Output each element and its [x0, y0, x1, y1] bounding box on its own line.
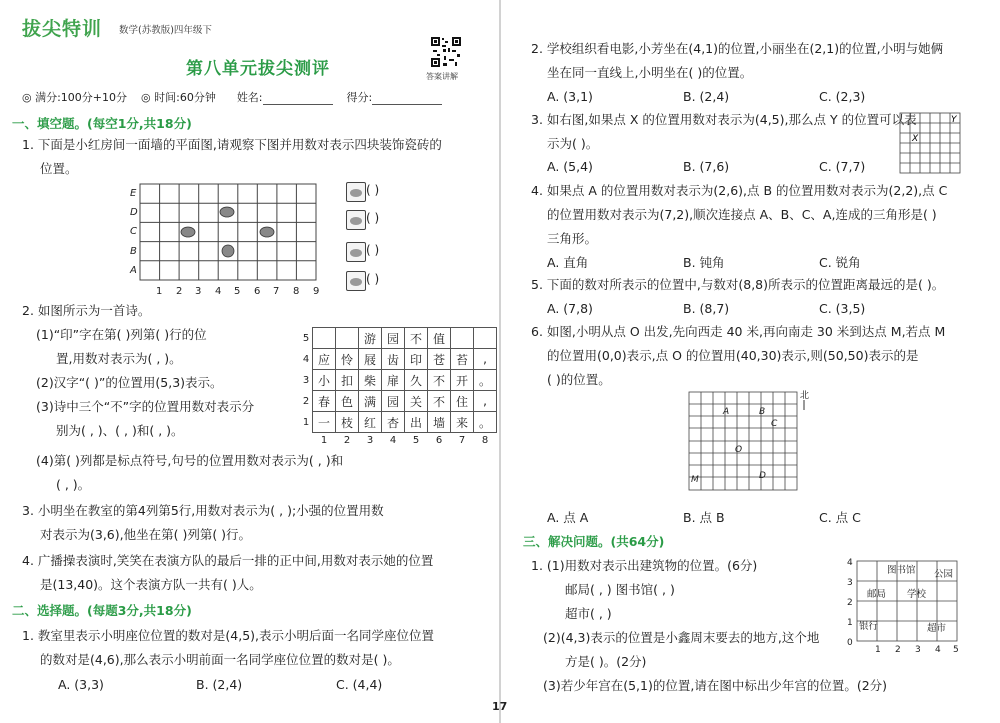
answer-blank[interactable]: ( )	[366, 272, 380, 286]
page-spine	[499, 0, 501, 723]
option-a[interactable]: A. (5,4)	[547, 159, 593, 174]
q3-text: 3. 如右图,如果点 X 的位置用数对表示为(4,5),那么点 Y 的位置可以表	[531, 112, 917, 127]
s3-q1-sub3: (3)若少年宫在(5,1)的位置,请在图中标出少年宫的位置。(2分)	[543, 678, 888, 693]
right-page	[503, 0, 1000, 723]
point-a-label: A	[723, 407, 730, 417]
page-number: 17	[492, 700, 508, 713]
option-a[interactable]: A. (7,8)	[547, 301, 593, 316]
q6-text: 6. 如图,小明从点 O 出发,先向西走 40 米,再向南走 30 米到达点 M,若点 M	[531, 324, 946, 339]
teapot-icon	[260, 227, 274, 237]
col-label: 2	[176, 286, 183, 297]
city-map-grid	[845, 555, 963, 653]
section-solve	[523, 532, 664, 550]
row-label: D	[130, 207, 138, 218]
row-label: C	[130, 226, 137, 237]
point-d-label: D	[759, 471, 766, 481]
svg-text:1: 1	[847, 618, 853, 628]
section-title: 三、解决问题。	[523, 534, 611, 549]
q4-text: 4. 如果点 A 的位置用数对表示为(2,6),点 B 的位置用数对表示为(2,2),点 C	[531, 183, 948, 198]
point-m-label: M	[691, 475, 699, 485]
page-title: 第八单元拔尖测评	[186, 59, 330, 79]
north-label: 北	[800, 391, 810, 401]
section-points: (每空1分,共18分)	[87, 116, 192, 131]
col-label: 7	[273, 286, 280, 297]
teapot-icon	[346, 182, 366, 202]
option-c[interactable]: C. 点 C	[819, 510, 861, 525]
s3-q1-blanks: 邮局( , ) 图书馆( , )	[565, 582, 675, 597]
option-c[interactable]: C. (3,5)	[819, 301, 866, 316]
q6-text-cont2: ( )的位置。	[547, 372, 611, 387]
option-b[interactable]: B. (8,7)	[683, 301, 730, 316]
answer-blank[interactable]: ( )	[366, 243, 380, 257]
option-c[interactable]: C. (4,4)	[336, 677, 383, 692]
score-field[interactable]	[372, 94, 442, 105]
svg-text:0: 0	[847, 638, 853, 648]
point-x-label: X	[912, 134, 919, 144]
row-label: E	[130, 188, 137, 199]
q2-sub1-cont: 置,用数对表示为( , )。	[56, 351, 182, 366]
q3-text: 3. 小明坐在教室的第4列第5行,用数对表示为( , );小强的位置用数	[22, 503, 384, 518]
school-label: 学校	[907, 589, 927, 600]
bank-label: 银行	[859, 621, 879, 632]
teapot-icon	[346, 271, 366, 291]
svg-text:3: 3	[847, 578, 853, 588]
col-label: 1	[156, 286, 163, 297]
answer-blank[interactable]: ( )	[366, 211, 380, 225]
q2-text: 2. 学校组织看电影,小芳坐在(4,1)的位置,小丽坐在(2,1)的位置,小明与她俩	[531, 41, 944, 56]
section-title: 一、填空题。	[12, 116, 88, 131]
name-field[interactable]	[263, 94, 333, 105]
s3-q1-blanks2: 超市( , )	[565, 606, 612, 621]
row-label: A	[130, 265, 137, 276]
q3-text-cont: 示为( )。	[547, 136, 599, 151]
q2-sub3: (3)诗中三个“不”字的位置用数对表示分	[36, 399, 255, 414]
s3-q1-sub2-cont: 方是( )。(2分)	[565, 654, 647, 669]
point-c-label: C	[771, 419, 778, 429]
brand-logo: 拔尖特训	[22, 18, 103, 40]
qr-code-icon[interactable]	[430, 36, 462, 68]
q2-sub1: (1)“印”字在第( )列第( )行的位	[36, 327, 207, 342]
option-c[interactable]: C. (2,3)	[819, 89, 866, 104]
option-b[interactable]: B. (2,4)	[683, 89, 730, 104]
q4-text-cont: 的位置用数对表示为(7,2),顺次连接点 A、B、C、A,连成的三角形是( )	[547, 207, 937, 222]
q5-text: 5. 下面的数对所表示的位置中,与数对(8,8)所表示的位置距离最远的是( )。	[531, 277, 945, 292]
score-label: 得分:	[346, 91, 373, 104]
option-c[interactable]: C. (7,7)	[819, 159, 866, 174]
option-a[interactable]: A. (3,3)	[58, 677, 104, 692]
q3-text-cont: 对表示为(3,6),他坐在第( )列第( )行。	[40, 527, 252, 542]
q4-text-cont: 是(13,40)。这个表演方队一共有( )人。	[40, 577, 262, 592]
exam-meta	[22, 89, 442, 105]
col-label: 8	[293, 286, 300, 297]
poem-grid: 5 游 园 不 值 4 应 怜 屐 齿 印 苍 苔 , 3 小 扣 柴 扉 久 不 开 。 2 春 色 满 园 关 不 住 , 1 一 枝 红 杏 出 墙 来 。 1 2 3 4 5 6 7 8	[300, 327, 497, 447]
section-fill-blank	[12, 114, 192, 132]
section-points: (每题3分,共18分)	[87, 603, 192, 618]
section-points: (共64分)	[610, 534, 665, 549]
point-b-label: B	[759, 407, 766, 417]
col-label: 3	[195, 286, 202, 297]
answer-blank[interactable]: ( )	[366, 183, 380, 197]
q1-text-cont: 位置。	[40, 161, 78, 176]
q2-sub3-cont: 别为( , )、( , )和( , )。	[56, 423, 184, 438]
qr-caption: 答案讲解	[426, 72, 458, 81]
teapot-icon	[222, 245, 234, 257]
option-a[interactable]: A. 点 A	[547, 510, 589, 525]
q4-text-cont2: 三角形。	[547, 231, 598, 246]
q2-sub4-cont: ( , )。	[56, 477, 91, 492]
subject-label: 数学(苏教版)四年级下	[119, 25, 212, 36]
col-label: 4	[215, 286, 222, 297]
section-title: 二、选择题。	[12, 603, 88, 618]
q2-sub2: (2)汉字“( )”的位置用(5,3)表示。	[36, 375, 223, 390]
svg-text:2: 2	[847, 598, 853, 608]
s3-q1-text: 1. (1)用数对表示出建筑物的位置。(6分)	[531, 558, 758, 573]
option-a[interactable]: A. 直角	[547, 255, 589, 270]
svg-text:3: 3	[915, 645, 921, 653]
teapot-icon	[220, 207, 234, 217]
option-b[interactable]: B. 点 B	[683, 510, 725, 525]
q6-text-cont: 的位置用(0,0)表示,点 O 的位置用(40,30)表示,则(50,50)表示的是	[547, 348, 919, 363]
svg-text:4: 4	[847, 558, 853, 568]
col-label: 6	[254, 286, 261, 297]
name-label: 姓名:	[236, 91, 263, 104]
teapot-icon	[181, 227, 195, 237]
teapot-icon	[346, 210, 366, 230]
row-label: B	[130, 246, 137, 257]
col-label: 5	[234, 286, 241, 297]
svg-text:5: 5	[953, 645, 959, 653]
q1-text: 1. 下面是小红房间一面墙的平面图,请观察下图并用数对表示四块装饰瓷砖的	[22, 137, 442, 152]
left-page	[0, 0, 497, 723]
q2-sub4: (4)第( )列都是标点符号,句号的位置用数对表示为( , )和	[36, 453, 344, 468]
full-score: ◎ 满分:100分+10分	[22, 91, 128, 104]
q2-text: 2. 如图所示为一首诗。	[22, 303, 151, 318]
col-label: 9	[313, 286, 320, 297]
direction-grid	[687, 386, 815, 494]
choice-q1-text: 1. 教室里表示小明座位位置的数对是(4,5),表示小明后面一名同学座位位置	[22, 628, 435, 643]
supermarket-label: 超市	[927, 623, 947, 634]
point-o-label: O	[735, 445, 743, 455]
choice-q1-cont: 的数对是(4,6),那么表示小明前面一名同学座位位置的数对是( )。	[40, 652, 400, 667]
svg-text:1: 1	[875, 645, 881, 653]
q4-text: 4. 广播操表演时,笑笑在表演方队的最后一排的正中间,用数对表示她的位置	[22, 553, 434, 568]
option-a[interactable]: A. (3,1)	[547, 89, 593, 104]
q2-text-cont: 坐在同一直线上,小明坐在( )的位置。	[547, 65, 753, 80]
section-choice	[12, 601, 192, 619]
post-office-label: 邮局	[867, 589, 887, 600]
park-label: 公园	[934, 569, 954, 580]
s3-q1-sub2: (2)(4,3)表示的位置是小鑫周末要去的地方,这个地	[543, 630, 820, 645]
point-y-label: Y	[951, 115, 957, 125]
time-limit: ◎ 时间:60分钟	[141, 91, 216, 104]
option-b[interactable]: B. (7,6)	[683, 159, 730, 174]
teapot-icon	[346, 242, 366, 262]
xy-grid	[899, 112, 961, 174]
option-b[interactable]: B. (2,4)	[196, 677, 243, 692]
wall-grid	[128, 180, 328, 298]
option-b[interactable]: B. 钝角	[683, 255, 725, 270]
option-c[interactable]: C. 锐角	[819, 255, 861, 270]
svg-text:2: 2	[895, 645, 901, 653]
svg-text:4: 4	[935, 645, 941, 653]
library-label: 图书馆	[887, 565, 916, 576]
